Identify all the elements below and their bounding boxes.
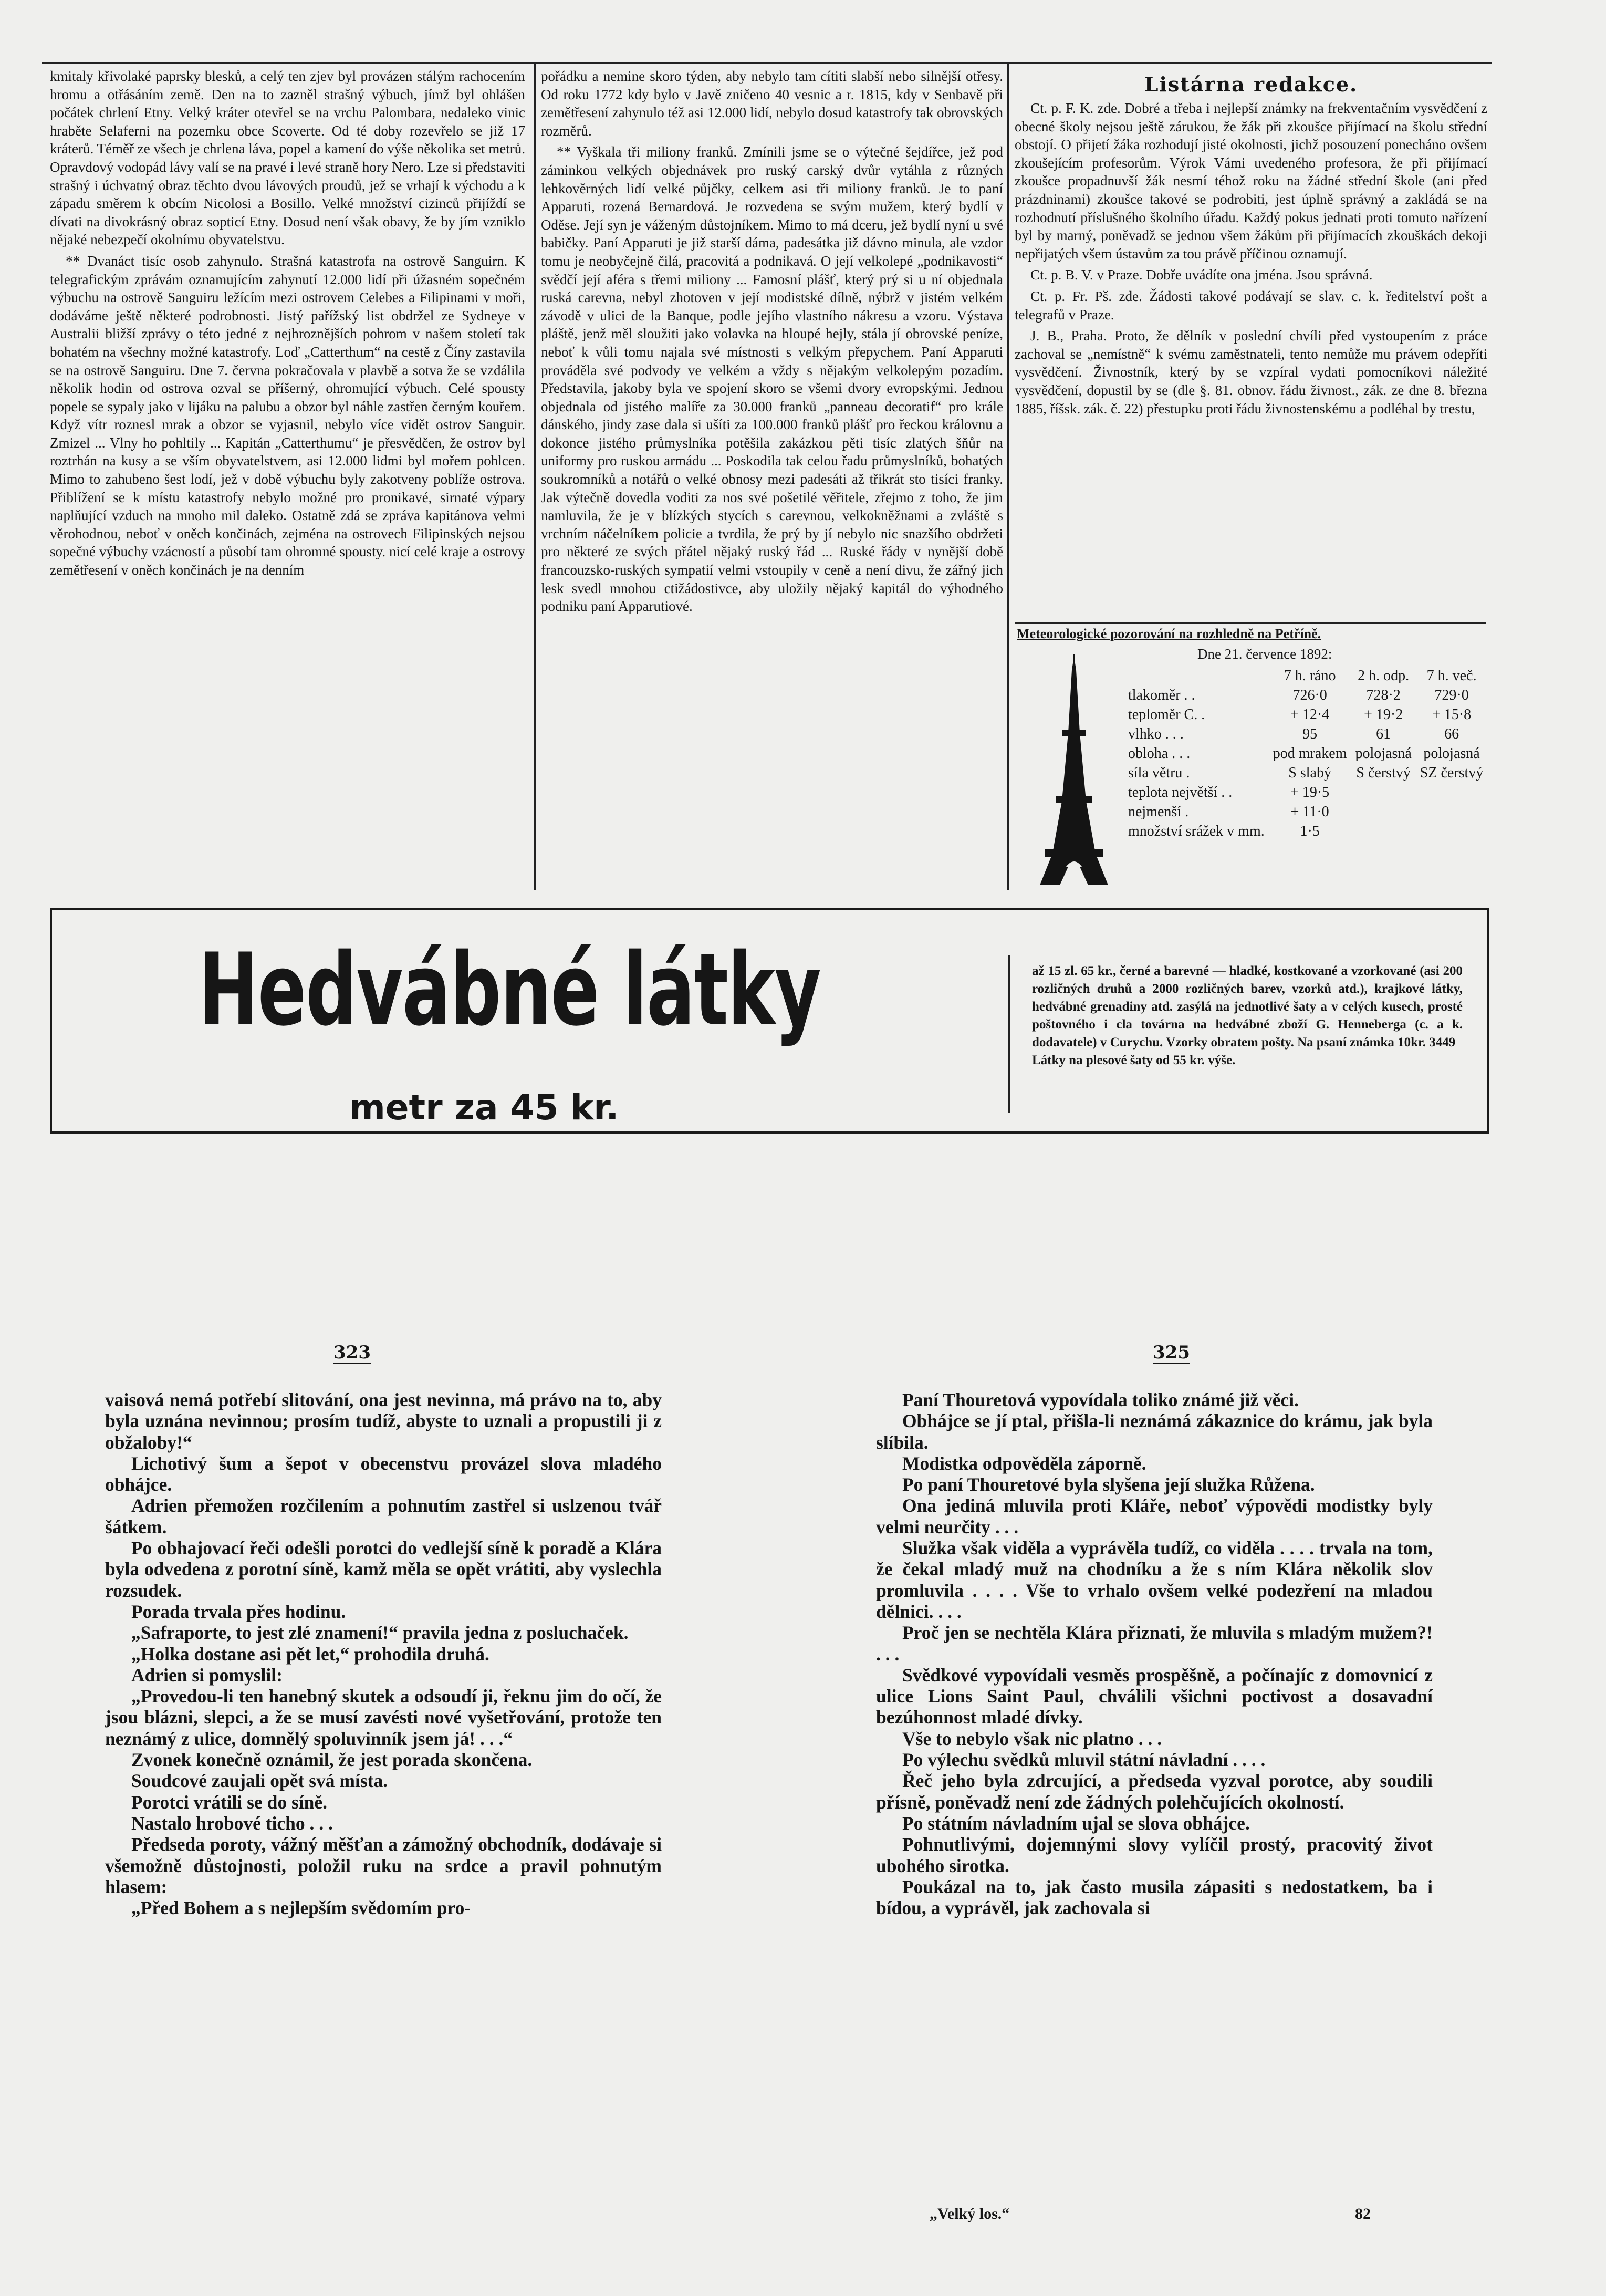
petrin-tower-illustration (1029, 654, 1119, 890)
novel-paragraph: vaisová nemá potřebí slitování, ona jest nevinna, má právo na to, aby byla uznána nevinnou; prosím tudíž, abyste to uznali a propustili ji z obžaloby!“ (105, 1389, 662, 1453)
novel-paragraph: Nastalo hrobové ticho . . . (131, 1812, 333, 1834)
editorial-heading: Listárna redakce. (1144, 72, 1358, 96)
news-article-apparuti: ** Vyškala tři miliony franků. Zmínili jsme se o výtečné šejdířce, jež pod záminkou velkých objednávek pro ruský carský dvůr vytáhla z různých lehkověrných lidí velké půjčky, celkem asi tři miliony franků. Je to paní Apparuti, rozená Bernardová. Je rozvedena se svým mužem, který bydlí v Oděse. Její syn je váženým důstojníkem. Mimo to má dceru, jež bydlí nyní u své babičky. Paní Apparuti je již starší dáma, padesátka již dávno minula, ale vzdor tomu je neobyčejně čilá, pracovitá a podnikavá. O její velkolepé „podnikavosti“ svědčí její aféra s třemi miliony ... Famosní plášť, který prý si u ní objednala ruská carevna, nebyl zhotoven v její modistské dílně, nýbrž v jistém velkém závodě v ulici de la Banque, podle jejího vlastního nákresu a vzoru. Výstava pláště, jenž měl sloužiti jako volavka na hloupé hejly, stála jí obrovské peníze, neboť k vůli tomu najala své místnosti s velkým přepychem. Paní Apparuti prováděla své podvody ve velkém a vždy s nějakým velkolepým pozadím. Představila, jakoby byla ve spojení skoro se všemi dvory evropskými. Jednou objednala od jistého malíře za 30.000 franků „panneau decoratif“ pro krále dánského, jindy zase dala si ušíti za 100.000 franků plášť pro řeckou královnu a dokonce jistého průmyslníka potěšila zakázkou pěti tisíc zlatých šňůr na uniformy pro ruskou armádu ... Poskodila tak celou řadu průmyslníků, bohatých soukromníků a notářů o velké obnosy mezi padesáti až třikrát sto tisíci franky. Jak výtečně dovedla voditi za nos své pošetilé věřitele, zřejmo z toho, že jim namluvila, že je v blízkých stycích s carevnou, velkokněžnami a zvláště s vrchním náčelníkem policie a tvrdila, že prý by jí nebylo nic snazšího obdržeti pro některé ze svých přátel nějaký ruský řád ... Ruské řády v nynější době francouzsko-ruských sympatií velmi vstoupily v ceně a není divu, že zářný jich lesk svedl mnohou ctižádostivce, aby uložily nějaký kapitál do výhodného podniku paní Apparutiové. (541, 144, 1003, 615)
novel-right-column (876, 1389, 1433, 2188)
novel-paragraph: Porotci vrátili se do síně. (131, 1791, 328, 1813)
meteo-header: 2 h. odp. (1358, 667, 1410, 684)
column-rule-2 (1007, 62, 1009, 890)
meteo-value: 95 (1302, 725, 1318, 742)
novel-paragraph: Po paní Thouretové byla slyšena její služka Růžena. (902, 1474, 1315, 1495)
meteo-label: obloha . . . (1128, 745, 1191, 762)
novel-page-number-left: 323 (333, 1342, 371, 1363)
editorial-item: Ct. p. Fr. Pš. zde. Žádosti takové podávají se slav. c. k. ředitelství pošt a telegrafů v Praze. (1015, 288, 1487, 323)
meteo-row (1124, 685, 1487, 705)
meteo-row (1124, 763, 1487, 783)
novel-paragraph: Předseda poroty, vážný měšťan a zámožný obchodník, dodávaje si všemožně důstojnosti, položil ruku na srdce a pravil pohnutým hlasem: (105, 1834, 662, 1897)
editorial-item: Ct. p. F. K. zde. Dobré a třeba i nejlepší známky na frekventačním vysvědčení z obecné školy nejsou ještě zárukou, že žák při zkoušce přijímací na školu střední obstojí. O přijetí žáka rozhodují jisté okolnosti, jichž posouzení ponecháno ovšem zkoušejícím profesorům. Výrok Vámi uvedeného profesora, že při přijímací zkoušce propadnuvší žák nesmí téhož roku na žádné střední škole (ani před prázdninami) zkoušce takové se podrobiti, jest úplně správný a zakládá se na rozhodnutí příslušného školního úřadu. Každý pokus jednati proti tomuto nařízení byl by marný, poněvadž se jednou všem žákům při přijímacích zkouškách dekoji nepřijatých všem ústavům za tou právě příčinou oznamují. (1015, 100, 1487, 262)
meteo-label: teplota největší . . (1128, 784, 1233, 801)
novel-paragraph: Po výlechu svědků mluvil státní návladní . . . . (902, 1749, 1266, 1771)
meteo-value: pod mrakem (1273, 745, 1347, 762)
editorial-item: J. B., Praha. Proto, že dělník v poslední chvíli před vystoupením z práce zachoval se „nemístně“ k svému zaměstnateli, tento nemůže mu právem odepříti vysvědčení. Živnostník, který by se vzpíral vydati pomocníkovi náležité vysvědčení, dopustil by se (dle §. 81. obnov. řádu živnost., zák. ze dne 8. března 1885, říšsk. zák. č. 22) přestupku proti řádu živnostenskému a podléhal by trestu, (1015, 328, 1487, 417)
meteo-label: teploměr C. . (1128, 706, 1205, 723)
meteo-value: 728·2 (1366, 687, 1401, 703)
novel-paragraph: „Před Bohem a s nejlepším svědomím pro- (131, 1897, 471, 1919)
meteo-value: 61 (1376, 725, 1391, 742)
ad-body (1032, 962, 1463, 1069)
meteo-value: 729·0 (1434, 687, 1469, 703)
meteo-value: S slabý (1288, 764, 1331, 781)
meteo-label: síla větru . (1128, 764, 1190, 781)
novel-paragraph: Ona jediná mluvila proti Kláře, neboť výpovědi modistky byly velmi neurčity . . . (876, 1495, 1433, 1537)
meteo-value: + 15·8 (1432, 706, 1472, 723)
novel-paragraph: Vše to nebylo však nic platno . . . (902, 1728, 1162, 1749)
novel-paragraph: Paní Thouretová vypovídala toliko známé již věci. (902, 1389, 1299, 1410)
novel-paragraph: Adrien si pomyslil: (131, 1664, 283, 1686)
meteo-date: Dne 21. července 1892: (1197, 646, 1332, 662)
novel-footer-title: „Velký los.“ (930, 2205, 1010, 2222)
meteo-label: tlakoměr . . (1128, 687, 1195, 703)
novel-paragraph: Po státním návladním ujal se slova obhájce. (902, 1812, 1250, 1834)
ad-subtitle: metr za 45 kr. (349, 1087, 619, 1128)
novel-paragraph: Modistka odpověděla záporně. (902, 1452, 1146, 1474)
novel-paragraph: Svědkové vypovídali vesměs prospěšně, a počínajíc z domovnicí z ulice Lions Saint Paul, chválili všichni poctivost a dosavadní bezúhonnost mladé dívky. (876, 1664, 1433, 1728)
novel-left-column (105, 1389, 662, 2188)
meteo-header-row (1124, 666, 1487, 685)
meteo-label: vlhko . . . (1128, 725, 1184, 742)
meteo-label: nejmenší . (1128, 803, 1189, 820)
novel-paragraph: Řeč jeho byla zdrcující, a předseda vyzval porotce, aby soudili přísně, poněvadž není zde žádných polehčujících okolností. (876, 1770, 1433, 1813)
meteo-value: + 19·5 (1290, 784, 1330, 801)
editorial-letters (1015, 72, 1487, 624)
meteo-row (1124, 744, 1487, 763)
column-rule-1 (534, 62, 536, 890)
novel-paragraph: Obhájce se jí ptal, přišla-li neznámá zákaznice do krámu, jak byla slíbila. (876, 1410, 1433, 1453)
meteo-value: + 11·0 (1290, 803, 1329, 820)
ad-text: až 15 zl. 65 kr., černé a barevné — hladké, kostkované a vzorkované (asi 200 rozličných druhů a 2000 rozličných barev, vzorků atd.), krajkové látky, hedvábné grenadiny atd. zasýlá na jednotlivé šaty a v celých kusech, prosté poštovného i cla továrna na hedvábné zboží G. Henneberga (c. a k. dodavatele) v Curychu. Vzorky obratem pošty. Na psaní známka 10kr. 3449 (1032, 964, 1463, 1050)
editorial-item: Ct. p. B. V. v Praze. Dobře uvádíte ona jména. Jsou správná. (1030, 267, 1373, 283)
meteo-row (1124, 802, 1487, 822)
meteo-header: 7 h. več. (1426, 667, 1477, 684)
novel-paragraph: Pohnutlivými, dojemnými slovy vylíčil prostý, pracovitý život ubohého sirotka. (876, 1834, 1433, 1876)
meteo-value: + 19·2 (1364, 706, 1403, 723)
novel-paragraph: Soudcové zaujali opět svá místa. (131, 1770, 388, 1792)
ad-note: Látky na plesové šaty od 55 kr. výše. (1032, 1053, 1236, 1067)
novel-paragraph: Po obhajovací řeči odešli porotci do vedlejší síně k poradě a Klára byla odvedena z porotní síně, kamž měla se opět vrátiti, aby vyslechla rozsudek. (105, 1537, 662, 1601)
meteo-table (1124, 666, 1487, 841)
meteo-value: S čerstvý (1356, 764, 1411, 781)
meteo-header: 7 h. ráno (1284, 667, 1336, 684)
ad-divider (1008, 955, 1010, 1113)
novel-paragraph: „Holka dostane asi pět let,“ prohodila druhá. (131, 1643, 489, 1665)
meteo-value: 726·0 (1292, 687, 1327, 703)
top-rule (42, 62, 1492, 64)
novel-paragraph: Poukázal na to, jak často musila zápasiti s nedostatkem, ba i bídou, a vyprávěl, jak zachovala si (876, 1876, 1433, 1919)
meteo-row (1124, 822, 1487, 841)
meteo-value: polojasná (1423, 745, 1480, 762)
ad-title: Hedvábné látky (199, 932, 821, 1048)
novel-paragraph: „Provedou-li ten hanebný skutek a odsoudí ji, řeknu jim do očí, že jsou blázni, slepci, a že se musí zavésti nové vyšetřování, protože ten neznámý z ulice, domnělý spoluvinník jsem já! . . .“ (105, 1686, 662, 1749)
meteo-title: Meteorologické pozorování na rozhledně na Petříně. (1017, 626, 1321, 641)
news-column-1 (50, 67, 525, 892)
novel-paragraph: Proč jen se nechtěla Klára přiznati, že mluvila s mladým mužem?! . . . (876, 1622, 1433, 1665)
novel-paragraph: „Safraporte, to jest zlé znamení!“ pravila jedna z posluchaček. (131, 1622, 629, 1644)
news-column-2 (541, 67, 1003, 892)
novel-paragraph: Služka však viděla a vyprávěla tudíž, co viděla . . . . trvala na tom, že čekal mladý muž na chodníku a že s ním Klára několik slov promluvila . . . . Vše to vrhalo ovšem velké podezření na mladou dělnici. . . . (876, 1537, 1433, 1622)
news-article-sanguir: ** Dvanáct tisíc osob zahynulo. Strašná katastrofa na ostrově Sanguirn. K telegrafickým zprávám oznamujícím zahynutí 12.000 lidí při úžasném sopečném výbuchu na ostrově Sanguiru ležícím mezi ostrovem Celebes a Filipinami v moři, dodáváme ještě některé podrobnosti. Jistý pařížský list obdržel ze Sydneye v Australii bližší zprávy o této jedné z nejhroznějších pohrom v našem století tak bohatém na všechny možné katastrofy. Loď „Catterthum“ na cestě z Číny zastavila se na ostrově Sanguiru. Dne 7. června pokračovala v plavbě a sotva že se vzdálila několik hodin od ostrova ozval se příšerný, ohromující výbuch. Celé spousty popele se sypaly jako v lijáku na palubu a obzor byl náhle zastřen černým kouřem. Když vítr roznesl mrak a obzor se vyjasnil, nebylo více vidět ostrov Sanguir. Zmizel ... Vlny ho pohltily ... Kapitán „Catterthumu“ je přesvědčen, že ostrov byl roztrhán na kusy a se vším obyvatelstvem, asi 12.000 lidmi byl mořem pohlcen. Mimo to zahubeno šest lodí, jež v době výbuchu byly zakotveny poblíže ostrova. Přiblížení se k místu katastrofy nebylo možné pro pronikavé, sirnaté výpary naplňující vzduch na mnoho mil daleko. Ostatně zdá se zpráva kapitánova velmi věrohodnou, neboť v oněch končinách, zejména na ostrovech Filipinských nejsou sopečné výbuchy vzácností a působí tam ohromné spousty. nicí celé kraje a ostrovy zemětřesení v oněch končinách je na denním (50, 253, 525, 578)
meteo-value: SZ čerstvý (1420, 764, 1484, 781)
news-article-earthquakes: pořádku a nemine skoro týden, aby nebylo tam cítiti slabší nebo silnější otřesy. Od roku 1772 kdy bylo v Javě zničeno 40 vesnic a r. 1815, kdy v Senbavě při zemětřesení zahynulo též asi 12.000 lidí, nebylo dosud katastrofy tak obrovských rozměrů. (541, 68, 1003, 139)
novel-footer-number: 82 (1355, 2205, 1371, 2222)
novel-page-number-right: 325 (1153, 1342, 1190, 1363)
meteo-row (1124, 783, 1487, 802)
meteo-value: 66 (1444, 725, 1459, 742)
novel-paragraph: Adrien přemožen rozčilením a pohnutím zastřel si uslzenou tvář šátkem. (105, 1495, 662, 1537)
novel-paragraph: Lichotivý šum a šepot v obecenstvu provázel slova mladého obhájce. (105, 1452, 662, 1495)
meteo-label: množství srážek v mm. (1128, 823, 1265, 839)
meteo-rule (1015, 622, 1486, 624)
meteo-value: polojasná (1355, 745, 1412, 762)
novel-paragraph: Zvonek konečně oznámil, že jest porada skončena. (131, 1749, 533, 1771)
meteo-row (1124, 724, 1487, 744)
meteo-row (1124, 705, 1487, 724)
meteo-value: 1·5 (1300, 823, 1320, 839)
news-article-etna: kmitaly křivolaké paprsky blesků, a celý ten zjev byl provázen stálým rachocením hromu a otřásáním země. Den na to zazněl strašný výbuch, jímž byl ohlášen počátek chrlení Etny. Velký kráter otevřel se na vrchu Palombara, nedaleko vinic hraběte Selaferni na pozemku obce Scoverte. Od té doby rozevřelo se již 17 kráterů. Téměř ze všech je chrlena láva, popel a kamení do výše několika set metrů. Opravdový vodopád lávy valí se na pravé i levé straně hory Nero. Lze si představiti strašný i úchvatný obraz těchto dvou lávových proudů, jež se vrhají k východu a k západu směrem k obcím Nicolosi a Bosillo. Velké množství cizinců přijíždí se dívati na divokrásný obraz sopticí Etny. Dosud není však obavy, že by jím vzniklo nějaké nebezpečí okolnímu obyvatelstvu. (50, 68, 525, 248)
novel-paragraph: Porada trvala přes hodinu. (131, 1601, 346, 1622)
meteo-value: + 12·4 (1290, 706, 1330, 723)
